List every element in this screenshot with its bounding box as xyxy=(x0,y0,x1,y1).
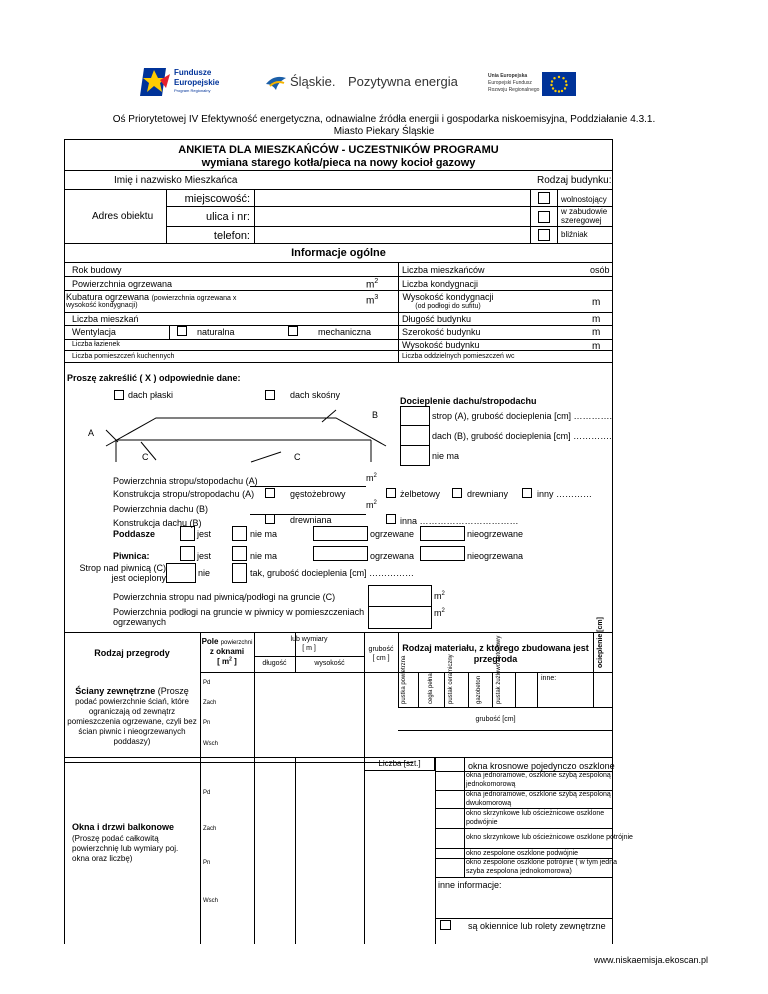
attic-label: Poddasze xyxy=(113,529,156,539)
ext-walls-line1: Ściany zewnętrzne (Proszę xyxy=(75,686,189,696)
win-dir-north: Pn xyxy=(203,860,211,866)
insulation-option-b: dach (B), grubość docieplenia [cm] …………. xyxy=(432,431,612,441)
attic-heated-label: ogrzewane xyxy=(370,529,415,539)
eu-flag-icon xyxy=(542,72,576,96)
terraced-checkbox[interactable] xyxy=(538,211,550,223)
material-header-2: przegroda xyxy=(473,654,518,664)
ceiling-area-label: Powierzchnia stropu/stopodachu (A) xyxy=(113,476,258,486)
street-label: ulica i nr: xyxy=(205,211,250,223)
floor-ground-label-2: ogrzewanych xyxy=(113,617,167,627)
window-opt3-1: okna jednoramowe, oszklone szybą zespoloną xyxy=(466,791,611,798)
other-ceiling-checkbox[interactable] xyxy=(522,488,532,498)
mat-other: inne: xyxy=(541,675,557,682)
house-diagram xyxy=(86,400,406,470)
height-label: Wysokość budynku xyxy=(402,340,480,350)
flat-roof-checkbox[interactable] xyxy=(114,390,124,400)
partition-type-header: Rodzaj przegrody xyxy=(94,648,170,658)
kitchen-rooms-label: Liczba pomieszczeń kuchennych xyxy=(72,353,175,360)
roof-area-label: Powierzchnia dachu (B) xyxy=(113,504,209,514)
windows-note-3: okna oraz liczbę) xyxy=(72,854,133,863)
dense-ribbed-label: gęstożebrowy xyxy=(290,489,346,499)
slaskie-bird-icon xyxy=(264,74,288,92)
ue-line2: Europejski Fundusz xyxy=(488,80,532,86)
building-type-label: Rodzaj budynku: xyxy=(537,175,612,186)
attic-is-not-box[interactable] xyxy=(232,526,247,541)
windows-note-2: powierzchnię lub wymiary poj. xyxy=(72,844,179,853)
window-area-header-2: z oknami xyxy=(209,647,245,656)
diagram-label-c2: C xyxy=(294,452,301,462)
ue-line3: Rozwoju Regionalnego xyxy=(488,87,540,93)
ue-line1: Unia Europejska xyxy=(488,73,528,79)
storeys-label: Liczba kondygnacji xyxy=(402,279,479,289)
insulation-option-b-box[interactable] xyxy=(400,426,430,446)
attic-is-not-label: nie ma xyxy=(250,529,278,539)
heated-area-label: Powierzchnia ogrzewana xyxy=(72,279,173,289)
shutters-checkbox[interactable] xyxy=(440,920,451,930)
reinforced-concrete-label: żelbetowy xyxy=(400,489,441,499)
windows-other-info: inne informacje: xyxy=(438,880,502,890)
fundusze-europejskie-logo xyxy=(140,66,220,98)
insulation-header: ocieplenie [cm] xyxy=(597,617,604,668)
ext-walls-line4: pomieszczenia ogrzewane, czyli bez xyxy=(67,717,197,726)
reinforced-concrete-checkbox[interactable] xyxy=(386,488,396,498)
insulation-heading: Docieplenie dachu/stropodachu xyxy=(400,396,537,406)
floor-area-c-input[interactable] xyxy=(368,585,432,607)
slaskie-tagline: Pozytywna energia xyxy=(348,74,458,89)
width-unit: m xyxy=(592,327,601,338)
windows-count-label: Liczba [szt.] xyxy=(378,759,421,768)
mat-aerated-concrete: gazobeton xyxy=(476,675,482,704)
semidetached-checkbox[interactable] xyxy=(538,229,550,241)
basement-is-not-label: nie ma xyxy=(250,551,278,561)
city-input[interactable] xyxy=(254,189,530,206)
dims-header-2: [ m ] xyxy=(302,645,316,652)
basement-is-box[interactable] xyxy=(180,546,195,561)
dir-west: Zach xyxy=(203,700,217,706)
basement-ceiling-q1: Strop nad piwnicą (C) xyxy=(79,563,166,573)
ventilation-label: Wentylacja xyxy=(72,327,116,337)
flat-roof-label: dach płaski xyxy=(128,390,174,400)
type-terraced-2: szeregowej xyxy=(561,216,602,225)
thickness-header-1: grubość xyxy=(368,646,394,653)
heated-volume-unit: $m^3$ xyxy=(366,294,379,307)
window-opt5: okno skrzynkowe lub ościeżnicowe oszklone potrójnie xyxy=(466,834,633,841)
height-unit: m xyxy=(592,341,601,352)
street-input[interactable] xyxy=(254,206,530,226)
shutters-label: są okiennice lub rolety zewnętrzne xyxy=(468,921,606,931)
year-built-label: Rok budowy xyxy=(72,265,122,275)
mechanical-ventilation-label: mechaniczna xyxy=(318,327,372,337)
dir-north: Pn xyxy=(203,720,211,726)
persons-unit: osób xyxy=(590,265,610,275)
insulation-option-none-box[interactable] xyxy=(400,446,430,466)
width-label: Szerokość budynku xyxy=(402,327,481,337)
window-opt2-1: okna jednoramowe, oszklone szybą zespoloną xyxy=(466,772,611,779)
mechanical-ventilation-checkbox[interactable] xyxy=(288,326,298,336)
type-semidetached: bliźniak xyxy=(561,230,588,239)
phone-input[interactable] xyxy=(254,226,530,243)
basement-unheated-box[interactable] xyxy=(420,546,465,561)
city-label: miejscowość: xyxy=(184,193,250,205)
basement-heated-label: ogrzewana xyxy=(370,551,415,561)
material-header-1: Rodzaj materiału, z którego zbudowana jest xyxy=(402,643,589,653)
diagram-label-b: B xyxy=(372,410,379,420)
fe-line1: Fundusze xyxy=(174,68,212,77)
pitched-roof-label: dach skośny xyxy=(290,390,341,400)
insulation-option-a: strop (A), grubość docieplenia [cm] …………. xyxy=(432,411,613,421)
storey-height-unit: m xyxy=(592,297,601,308)
length-unit: m xyxy=(592,314,601,325)
windows-note-1: (Proszę podać całkowitą xyxy=(72,834,159,843)
window-area-header-3: [ $m^2$ ] xyxy=(217,656,237,666)
height-header: wysokość xyxy=(314,660,345,667)
ext-walls-line3: ograniczają od zewnątrz xyxy=(88,707,176,716)
fe-star-icon xyxy=(140,66,174,98)
win-dir-west: Zach xyxy=(203,826,217,832)
footer-url[interactable]: www.niskaemisja.ekoscan.pl xyxy=(594,955,709,965)
resident-name-label: Imię i nazwisko Mieszkańca xyxy=(114,175,238,186)
wooden-roof-checkbox[interactable] xyxy=(265,514,275,524)
form-title-line2: wymiana starego kotła/pieca na nowy kocioł gazowy xyxy=(201,157,476,169)
ceiling-construction-label: Konstrukcja stropu/stropodachu (A) xyxy=(113,489,255,499)
basement-ceiling-no-label: nie xyxy=(198,568,211,578)
roof-area-unit: $m^2$ xyxy=(366,500,377,510)
eu-logo xyxy=(486,72,576,100)
flats-label: Liczba mieszkań xyxy=(72,314,139,324)
heated-volume-label: Kubatura ogrzewana (powierzchnia ogrzewana x xyxy=(66,292,237,302)
bathrooms-label: Liczba łazienek xyxy=(72,341,120,348)
ext-walls-line6: poddaszy) xyxy=(113,737,151,746)
attic-is-label: jest xyxy=(197,529,212,539)
ext-walls-line5: ścian piwnic i nieogrzewanych xyxy=(78,727,186,736)
header-line2: Miasto Piekary Śląskie xyxy=(333,126,435,137)
diagram-label-c1: C xyxy=(142,452,149,462)
wooden-roof-label: drewniana xyxy=(290,515,332,525)
basement-heated-box[interactable] xyxy=(313,546,368,561)
thickness-cm-label: grubość [cm] xyxy=(475,716,516,723)
floor-area-c-unit: $m^2$ xyxy=(434,591,445,601)
type-terraced-1: w zabudowie xyxy=(561,207,608,216)
residents-count-label: Liczba mieszkańców xyxy=(402,265,485,275)
mat-slag-block: pustak żużlowo betonowy xyxy=(496,635,502,704)
header-line1: Oś Priorytetowej IV Efektywność energetyczna, odnawialne źródła energii i gospodarka niskoemisyjna, Poddziałanie 4.3.1. xyxy=(112,114,656,125)
general-heading: Informacje ogólne xyxy=(291,247,386,259)
floor-ground-unit: $m^2$ xyxy=(434,608,445,618)
floor-ground-label-1: Powierzchnia podłogi na gruncie w piwnicy w pomieszczeniach xyxy=(113,607,365,617)
address-label: Adres obiektu xyxy=(92,211,154,222)
storey-height-note: (od podłogi do sufitu) xyxy=(415,303,481,310)
thickness-header-2: [ cm ] xyxy=(372,655,390,662)
ceiling-area-unit: $m^2$ xyxy=(366,473,377,483)
length-header: długość xyxy=(262,660,287,667)
attic-unheated-label: nieogrzewane xyxy=(467,529,524,539)
window-opt1: okna krosnowe pojedynczo oszklone xyxy=(468,761,615,771)
dense-ribbed-checkbox[interactable] xyxy=(265,488,275,498)
insulation-option-none: nie ma xyxy=(432,451,460,461)
instruction-label: Proszę zakreślić ( X ) odpowiednie dane: xyxy=(67,373,241,383)
detached-checkbox[interactable] xyxy=(538,192,550,204)
window-opt7-1: okno zespolone oszklone potrójnie ( w tym jedna xyxy=(466,859,617,866)
wooden-label: drewniany xyxy=(467,489,509,499)
other-ceiling-label: inny ………… xyxy=(537,489,593,499)
basement-unheated-label: nieogrzewana xyxy=(467,551,524,561)
ceiling-area-input[interactable] xyxy=(250,472,366,487)
win-dir-east: Wsch xyxy=(203,898,218,904)
mat-ceramic-block: pustak ceramiczny xyxy=(448,654,454,704)
slaskie-name: Śląskie. xyxy=(290,74,336,89)
roof-area-input[interactable] xyxy=(250,500,366,515)
basement-label: Piwnica: xyxy=(113,551,150,561)
window-area-header-1: Pole powierzchni xyxy=(201,637,253,646)
window-opt3-2: dwukomorową xyxy=(466,800,512,807)
basement-ceiling-yes-label: tak, grubość docieplenia [cm] …………… xyxy=(250,568,415,578)
window-opt7-2: szyba zespolona jednokomorowa) xyxy=(466,868,572,875)
insulation-option-a-box[interactable] xyxy=(400,406,430,426)
wc-rooms-label: Liczba oddzielnych pomieszczeń wc xyxy=(402,353,515,360)
heated-volume-note: wysokość kondygnacji) xyxy=(66,302,138,309)
dir-east: Wsch xyxy=(203,741,218,747)
attic-heated-box[interactable] xyxy=(313,526,368,541)
fe-line2: Europejskie xyxy=(174,78,220,87)
form-title-line1: ANKIETA DLA MIESZKAŃCÓW - UCZESTNIKÓW PROGRAMU xyxy=(178,144,499,156)
slaskie-logo xyxy=(264,74,464,96)
dir-south: Pd xyxy=(203,680,211,686)
window-opt6: okno zespolone oszklone podwójnie xyxy=(466,850,579,857)
mat-air-gap: pustka powietrzna xyxy=(401,655,407,704)
attic-unheated-box[interactable] xyxy=(420,526,465,541)
phone-label: telefon: xyxy=(213,230,250,242)
basement-ceiling-no-box[interactable] xyxy=(166,563,196,583)
type-detached: wolnostojący xyxy=(561,195,607,204)
basement-is-label: jest xyxy=(197,551,212,561)
wooden-checkbox[interactable] xyxy=(452,488,462,498)
natural-ventilation-label: naturalna xyxy=(197,327,235,337)
win-dir-south: Pd xyxy=(203,790,211,796)
window-opt4-2: podwójnie xyxy=(466,819,498,826)
natural-ventilation-checkbox[interactable] xyxy=(177,326,187,336)
windows-heading: Okna i drzwi balkonowe xyxy=(72,822,175,832)
ext-walls-line2: podać powierzchnie ściań, które xyxy=(75,697,189,706)
roof-construction-label: Konstrukcja dachu (B) xyxy=(113,518,202,528)
storey-height-label: Wysokość kondygnacji xyxy=(402,292,494,302)
basement-is-not-box[interactable] xyxy=(232,546,247,561)
attic-is-box[interactable] xyxy=(180,526,195,541)
pitched-roof-checkbox[interactable] xyxy=(265,390,275,400)
floor-area-c-label: Powierzchnia stropu nad piwnicą/podłogi na gruncie (C) xyxy=(113,592,336,602)
fe-line3: Program Regionalny xyxy=(174,88,211,93)
basement-ceiling-yes-box[interactable] xyxy=(232,563,247,583)
mat-solid-brick: cegła pełna xyxy=(428,673,434,704)
other-roof-checkbox[interactable] xyxy=(386,514,396,524)
floor-ground-input[interactable] xyxy=(368,607,432,629)
basement-ceiling-q2: jest ocieplony xyxy=(111,573,166,583)
length-label: Długość budynku xyxy=(402,314,472,324)
diagram-label-a: A xyxy=(88,428,95,438)
window-opt4-1: okno skrzynkowe lub ościeżnicowe oszklone xyxy=(466,810,605,817)
dims-header-1: lub wymiary xyxy=(290,636,328,643)
other-roof-label: inna …………………………… xyxy=(400,516,519,526)
heated-area-unit: $m^2$ xyxy=(366,278,379,291)
window-opt2-2: jednokomorową xyxy=(466,781,516,788)
